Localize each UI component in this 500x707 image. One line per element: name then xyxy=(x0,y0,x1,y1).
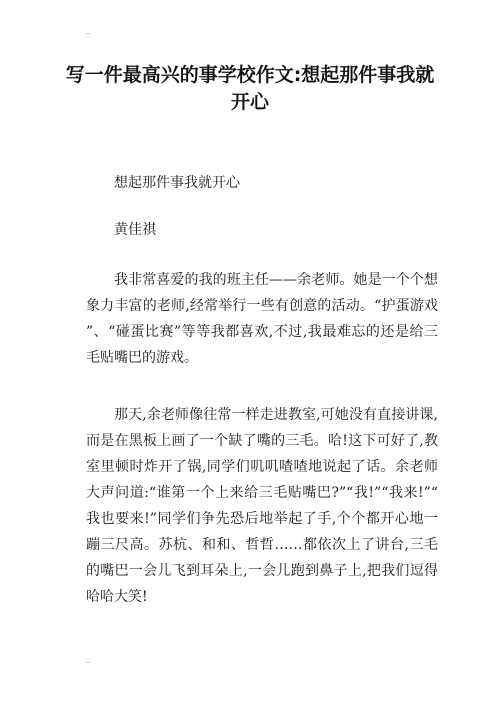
paragraph-text: 我非常喜爱的我的班主任——余老师。她是一个个想象力丰富的老师,经常举行一些有创意的活动。“护蛋游戏”、“碰蛋比赛”等等我都喜欢,不过,我最难忘的还是给三毛贴嘴巴的游戏。 xyxy=(86,272,438,366)
essay-paragraph-1 xyxy=(86,267,438,371)
essay-author-name: 黄佳祺 xyxy=(114,222,156,238)
document-title: 写一件最高兴的事学校作文:想起那件事我就开心 xyxy=(65,64,435,113)
essay-subtitle-text: 想起那件事我就开心 xyxy=(114,175,240,191)
page-corner-mark-bottom xyxy=(86,662,90,663)
essay-paragraph-2 xyxy=(86,402,438,610)
essay-subtitle xyxy=(86,170,438,196)
paragraph-text: 那天,余老师像往常一样走进教室,可她没有直接讲课,而是在黑板上画了一个缺了嘴的三毛。哈!这下可好了,教室里顿时炸开了锅,同学们叽叽喳喳地说起了话。余老师大声问道:“谁第一个上来给三毛贴嘴巴?”“我!”“我来!”“我也要来!”同学们争先恐后地举起了手,个个都开心地一蹦三尺高。苏杭、和和、哲哲……都依次上了讲台,三毛的嘴巴一会儿飞到耳朵上,一会儿跑到鼻子上,把我们逗得哈哈大笑! xyxy=(86,407,438,605)
essay-author xyxy=(86,217,438,243)
page-corner-mark-top xyxy=(86,33,90,34)
